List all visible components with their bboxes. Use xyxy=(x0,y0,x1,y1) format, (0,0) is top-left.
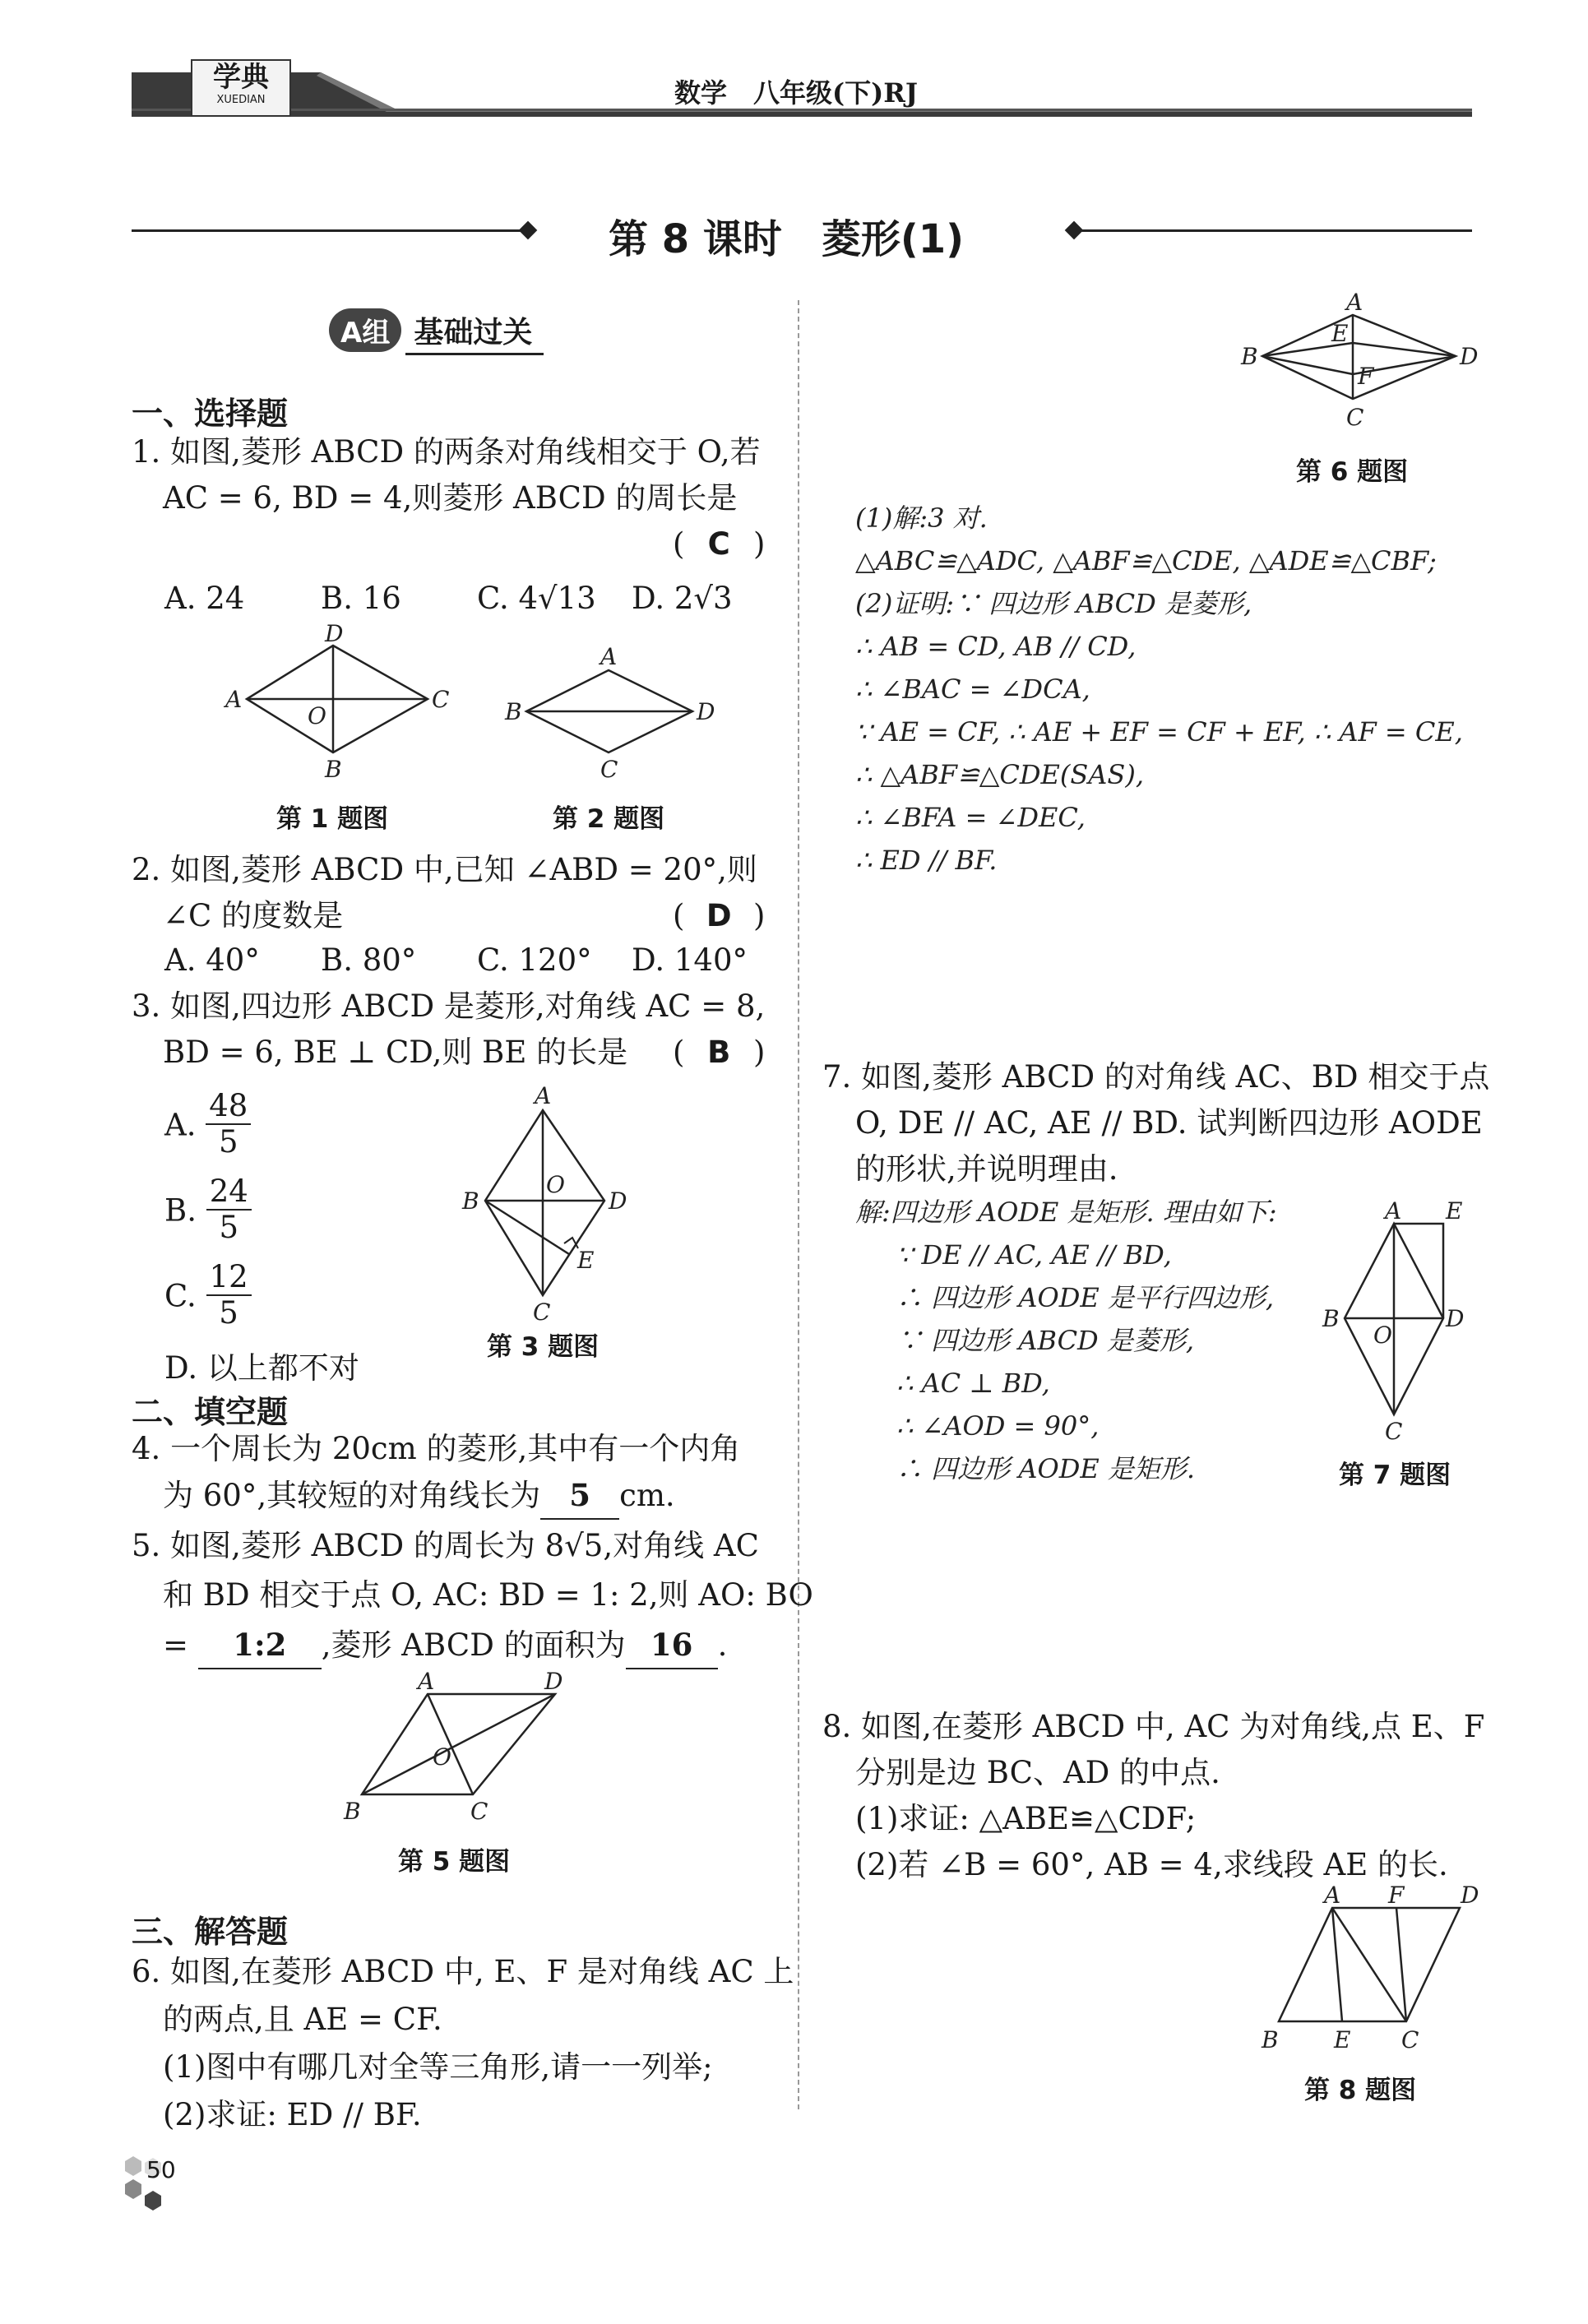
fig3-caption: 第 3 题图 xyxy=(487,1332,600,1362)
q1-line2: AC = 6, BD = 4,则菱形 ABCD 的周长是 xyxy=(163,480,738,516)
fig8-label-f: F xyxy=(1388,1882,1405,1909)
q3-option-c-frac xyxy=(206,1260,252,1331)
q6-sol-line: ∴ ED // BF. xyxy=(855,845,998,876)
fig6-label-b: B xyxy=(1241,343,1258,370)
q6-sol-line: ∵ AE = CF, ∴ AE + EF = CF + EF, ∴ AF = CE, xyxy=(855,716,1463,748)
q2-answer-bracket: ( D ) xyxy=(673,893,765,939)
q7-sol-line: ∵ 四边形 ABCD 是菱形, xyxy=(896,1325,1195,1356)
title-rule-left xyxy=(132,229,535,232)
fig2-caption: 第 2 题图 xyxy=(553,804,665,834)
q1-answer: C xyxy=(707,526,730,562)
logo-cn: 学典 xyxy=(213,61,269,94)
q2-answer: D xyxy=(706,898,732,933)
fig5-label-c: C xyxy=(470,1798,488,1825)
q3-option-b-frac xyxy=(206,1174,252,1245)
q5-line3-end: . xyxy=(717,1627,728,1663)
q3-option-b xyxy=(164,1174,252,1248)
q1-line1: 1. 如图,菱形 ABCD 的两条对角线相交于 O,若 xyxy=(132,434,761,470)
q3-option-b-den: 5 xyxy=(219,1210,239,1245)
fig8-caption: 第 8 题图 xyxy=(1304,2076,1417,2105)
q7-sol-line: ∴ 四边形 AODE 是矩形. xyxy=(896,1453,1196,1484)
q7-sol-line: ∵ DE // AC, AE // BD, xyxy=(896,1239,1172,1271)
q2-option-c: C. 120° xyxy=(477,942,592,978)
figure-8 xyxy=(1242,1883,1497,2064)
q3-option-a-den: 5 xyxy=(219,1124,238,1160)
q5-line3-mid: ,菱形 ABCD 的面积为 xyxy=(321,1627,626,1663)
q3-option-d: D. 以上都不对 xyxy=(164,1350,359,1386)
fig6-caption: 第 6 题图 xyxy=(1296,457,1409,487)
q1-option-b: B. 16 xyxy=(321,581,401,616)
fig7-label-d: D xyxy=(1446,1305,1465,1332)
q6-sol-line: (2)证明:∵ 四边形 ABCD 是菱形, xyxy=(855,588,1252,619)
fig6-label-d: D xyxy=(1460,343,1479,370)
q6-line1: 6. 如图,在菱形 ABCD 中, E、F 是对角线 AC 上 xyxy=(132,1954,794,1989)
q3-option-a-frac xyxy=(206,1089,251,1160)
q5-line3-eq: = xyxy=(163,1627,189,1663)
fig5-caption: 第 5 题图 xyxy=(398,1847,511,1877)
q6-sol-line: ∴ AB = CD, AB // CD, xyxy=(855,631,1137,662)
q3-option-b-label: B. xyxy=(164,1192,197,1229)
q1-option-d: D. 2√3 xyxy=(632,581,733,616)
group-title: 基础过关 xyxy=(405,309,544,355)
fig7-label-b: B xyxy=(1322,1305,1340,1332)
fig6-label-c: C xyxy=(1346,404,1364,431)
fig6-label-a: A xyxy=(1346,289,1363,316)
q2-option-b: B. 80° xyxy=(321,942,417,978)
fig7-label-c: C xyxy=(1385,1418,1403,1445)
fig7-label-a: A xyxy=(1385,1197,1402,1224)
section-choice: 一、选择题 xyxy=(132,396,289,432)
q6-sol-line: ∴ △ABF≌△CDE(SAS), xyxy=(855,759,1144,790)
q4-line2-unit: cm. xyxy=(619,1478,675,1513)
fig8-label-c: C xyxy=(1401,2026,1419,2053)
figure-3 xyxy=(444,1082,658,1332)
q7-sol-line: 解:四边形 AODE 是矩形. 理由如下: xyxy=(855,1197,1277,1228)
q6-line3: (1)图中有哪几对全等三角形,请一一列举; xyxy=(163,2049,713,2085)
q7-sol-line: ∴ 四边形 AODE 是平行四边形, xyxy=(896,1282,1275,1313)
q3-line1: 3. 如图,四边形 ABCD 是菱形,对角线 AC = 8, xyxy=(132,988,766,1024)
q6-sol-line: ∴ ∠BFA = ∠DEC, xyxy=(855,802,1086,833)
logo-box xyxy=(191,59,291,117)
q3-option-a-label: A. xyxy=(164,1107,197,1143)
q3-line2: BD = 6, BE ⊥ CD,则 BE 的长是 xyxy=(163,1035,628,1070)
q3-option-b-num: 24 xyxy=(206,1174,252,1211)
q7-line2: O, DE // AC, AE // BD. 试判断四边形 AODE xyxy=(855,1105,1483,1141)
q7-line1: 7. 如图,菱形 ABCD 的对角线 AC、BD 相交于点 xyxy=(822,1059,1490,1095)
q8-line4: (2)若 ∠B = 60°, AB = 4,求线段 AE 的长. xyxy=(855,1847,1448,1882)
q8-line3: (1)求证: △ABE≌△CDF; xyxy=(855,1801,1197,1836)
figure-2 xyxy=(502,641,724,789)
q3-answer: B xyxy=(707,1035,731,1070)
q6-line2: 的两点,且 AE = CF. xyxy=(163,2002,442,2037)
fig3-label-c: C xyxy=(533,1299,551,1326)
q6-sol-line: (1)解:3 对. xyxy=(855,502,988,534)
fig8-label-b: B xyxy=(1262,2026,1279,2053)
fig7-label-e: E xyxy=(1446,1197,1463,1224)
q4-answer-blank: 5 xyxy=(540,1472,619,1520)
fig5-label-o: O xyxy=(433,1743,451,1771)
q4-line1: 4. 一个周长为 20cm 的菱形,其中有一个内角 xyxy=(132,1431,741,1466)
q3-option-c-den: 5 xyxy=(219,1295,238,1331)
q7-sol-line: ∴ ∠AOD = 90°, xyxy=(896,1410,1100,1442)
q7-line3: 的形状,并说明理由. xyxy=(855,1151,1118,1187)
fig1-label-a: A xyxy=(225,686,243,713)
lesson-title: 第 8 课时 菱形(1) xyxy=(609,216,965,262)
q4-line2 xyxy=(163,1472,675,1520)
q6-solution xyxy=(855,497,1463,882)
fig2-label-a: A xyxy=(600,643,618,670)
q3-option-c-label: C. xyxy=(164,1278,197,1314)
fig1-label-b: B xyxy=(325,756,342,783)
q3-option-a-num: 48 xyxy=(206,1089,251,1125)
q3-option-a xyxy=(164,1088,251,1163)
fig2-label-d: D xyxy=(697,698,715,725)
q1-option-a: A. 24 xyxy=(164,581,245,616)
q5-answer2-blank: 16 xyxy=(626,1622,718,1669)
q7-solution xyxy=(855,1191,1277,1490)
q5-line1: 5. 如图,菱形 ABCD 的周长为 8√5,对角线 AC xyxy=(132,1528,759,1563)
fig2-label-c: C xyxy=(600,756,618,783)
fig6-label-f: F xyxy=(1358,363,1374,390)
fig7-label-o: O xyxy=(1373,1322,1392,1349)
fig3-label-o: O xyxy=(546,1171,565,1198)
q3-option-c xyxy=(164,1259,252,1334)
q7-sol-line: ∴ AC ⊥ BD, xyxy=(896,1368,1050,1399)
section-solve: 三、解答题 xyxy=(132,1914,289,1950)
fig6-label-e: E xyxy=(1331,320,1349,347)
column-divider xyxy=(798,300,799,2109)
header-subject: 数学 八年级(下)RJ xyxy=(674,77,919,109)
logo-en: XUEDIAN xyxy=(216,94,266,106)
fig1-caption: 第 1 题图 xyxy=(276,804,389,834)
fig8-label-d: D xyxy=(1461,1882,1479,1909)
fig1-label-d: D xyxy=(325,620,344,647)
fig3-label-b: B xyxy=(462,1187,479,1215)
fig5-label-b: B xyxy=(344,1798,361,1825)
group-badge: A组 xyxy=(329,308,401,352)
q5-answer1-blank: 1:2 xyxy=(198,1622,322,1669)
q6-sol-line: △ABC≌△ADC, △ABF≌△CDE, △ADE≌△CBF; xyxy=(855,545,1437,576)
q3-answer-bracket: ( B ) xyxy=(673,1030,765,1076)
fig3-label-a: A xyxy=(535,1082,552,1109)
group-header xyxy=(329,308,544,355)
q1-option-c: C. 4√13 xyxy=(477,581,596,616)
fig2-label-b: B xyxy=(505,698,522,725)
fig8-label-e: E xyxy=(1334,2026,1351,2053)
q2-line1: 2. 如图,菱形 ABCD 中,已知 ∠ABD = 20°,则 xyxy=(132,852,757,887)
fig7-caption: 第 7 题图 xyxy=(1339,1461,1451,1490)
q8-line2: 分别是边 BC、AD 的中点. xyxy=(855,1755,1220,1790)
title-rule-right xyxy=(1069,229,1472,232)
fig3-label-d: D xyxy=(609,1187,627,1215)
fig5-label-a: A xyxy=(418,1668,435,1695)
q6-line4: (2)求证: ED // BF. xyxy=(163,2097,422,2132)
figure-7 xyxy=(1316,1199,1488,1446)
q5-line2: 和 BD 相交于点 O, AC: BD = 1: 2,则 AO: BO xyxy=(163,1577,813,1613)
figure-5 xyxy=(329,1668,592,1836)
q2-line2: ∠C 的度数是 xyxy=(163,898,344,933)
title-diamond-left xyxy=(519,221,538,240)
fig5-label-d: D xyxy=(544,1668,563,1695)
fig8-label-a: A xyxy=(1324,1882,1341,1909)
figure-6 xyxy=(1238,289,1484,440)
q1-answer-bracket: ( C ) xyxy=(673,521,765,567)
q2-option-a: A. 40° xyxy=(164,942,260,978)
header xyxy=(132,58,1472,123)
q6-sol-line: ∴ ∠BAC = ∠DCA, xyxy=(855,674,1090,705)
fig3-label-e: E xyxy=(577,1247,595,1274)
fig1-label-c: C xyxy=(432,686,450,713)
page-number: 50 xyxy=(146,2156,176,2183)
section-fill: 二、填空题 xyxy=(132,1394,289,1430)
figure-1 xyxy=(222,620,450,798)
q8-line1: 8. 如图,在菱形 ABCD 中, AC 为对角线,点 E、F xyxy=(822,1709,1485,1744)
q3-option-c-num: 12 xyxy=(206,1260,252,1296)
q2-option-d: D. 140° xyxy=(632,942,748,978)
fig1-label-o: O xyxy=(308,702,326,729)
q4-line2-text: 为 60°,其较短的对角线长为 xyxy=(163,1478,541,1513)
q5-line3 xyxy=(163,1622,727,1669)
